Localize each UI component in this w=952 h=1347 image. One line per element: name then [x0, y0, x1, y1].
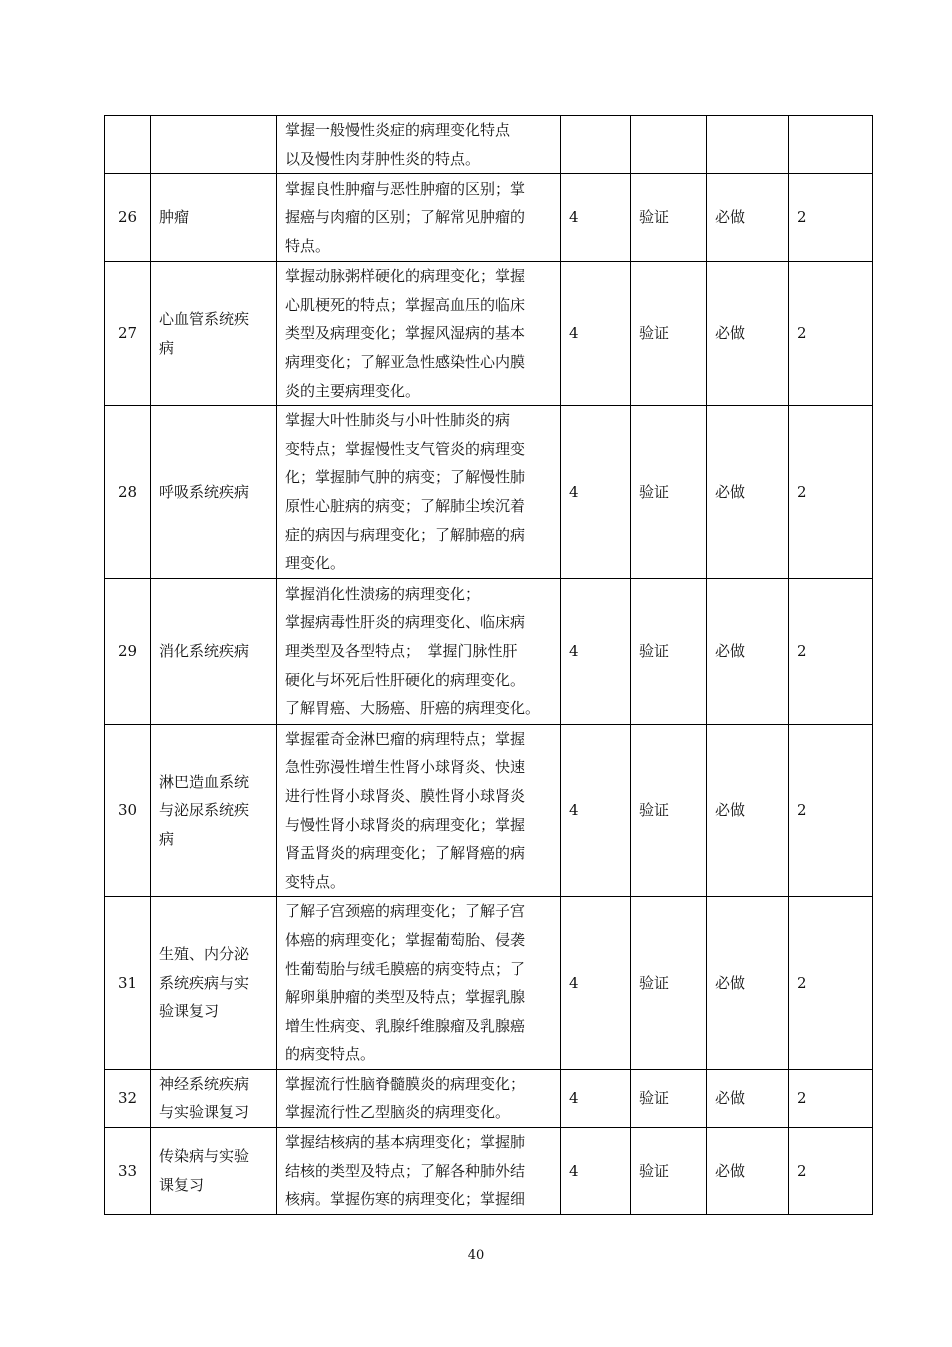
table-row [105, 724, 873, 897]
cell-required: 必做 [707, 1069, 789, 1127]
table-row [105, 1069, 873, 1127]
cell-description: 掌握大叶性肺炎与小叶性肺炎的病 变特点；掌握慢性支气管炎的病理变 化；掌握肺气肿的病变；了解慢性肺 原性心脏病的病变；了解肺尘埃沉着 症的病因与病理变化；了解肺癌的病 理变化。 [277, 406, 561, 579]
cell-topic: 淋巴造血系统 与泌尿系统疾 病 [151, 724, 277, 897]
cell-hours: 4 [561, 406, 631, 579]
table-body [105, 116, 873, 1215]
cell-number: 27 [105, 262, 151, 406]
table-row [105, 262, 873, 406]
table-row [105, 116, 873, 174]
cell-type: 验证 [631, 1128, 707, 1215]
table-row [105, 1128, 873, 1215]
cell-required: 必做 [707, 262, 789, 406]
cell-topic: 呼吸系统疾病 [151, 406, 277, 579]
cell-description: 掌握动脉粥样硬化的病理变化；掌握 心肌梗死的特点；掌握高血压的临床 类型及病理变化；掌握风湿病的基本 病理变化；了解亚急性感染性心内膜 炎的主要病理变化。 [277, 262, 561, 406]
cell-required: 必做 [707, 406, 789, 579]
cell-credit: 2 [789, 578, 873, 724]
cell-credit: 2 [789, 174, 873, 262]
cell-description: 掌握流行性脑脊髓膜炎的病理变化； 掌握流行性乙型脑炎的病理变化。 [277, 1069, 561, 1127]
cell-topic: 心血管系统疾 病 [151, 262, 277, 406]
cell-required: 必做 [707, 174, 789, 262]
cell-hours: 4 [561, 897, 631, 1070]
table-row [105, 174, 873, 262]
cell-topic: 生殖、内分泌 系统疾病与实 验课复习 [151, 897, 277, 1070]
cell-number: 28 [105, 406, 151, 579]
cell-description: 了解子宫颈癌的病理变化；了解子宫 体癌的病理变化；掌握葡萄胎、侵袭 性葡萄胎与绒毛膜癌的病变特点；了 解卵巢肿瘤的类型及特点；掌握乳腺 增生性病变、乳腺纤维腺瘤及乳腺癌 的病变特点。 [277, 897, 561, 1070]
course-table [104, 115, 873, 1215]
cell-type: 验证 [631, 724, 707, 897]
cell-type: 验证 [631, 897, 707, 1070]
cell-hours [561, 116, 631, 174]
cell-description: 掌握良性肿瘤与恶性肿瘤的区别；掌 握癌与肉瘤的区别；了解常见肿瘤的 特点。 [277, 174, 561, 262]
cell-description: 掌握结核病的基本病理变化；掌握肺 结核的类型及特点；了解各种肺外结 核病。掌握伤寒的病理变化；掌握细 [277, 1128, 561, 1215]
cell-credit: 2 [789, 262, 873, 406]
cell-hours: 4 [561, 1069, 631, 1127]
cell-number [105, 116, 151, 174]
cell-credit [789, 116, 873, 174]
cell-hours: 4 [561, 578, 631, 724]
cell-credit: 2 [789, 1128, 873, 1215]
cell-number: 31 [105, 897, 151, 1070]
cell-type: 验证 [631, 262, 707, 406]
cell-required: 必做 [707, 724, 789, 897]
cell-credit: 2 [789, 1069, 873, 1127]
cell-required [707, 116, 789, 174]
cell-topic: 神经系统疾病 与实验课复习 [151, 1069, 277, 1127]
cell-description: 掌握霍奇金淋巴瘤的病理特点；掌握 急性弥漫性增生性肾小球肾炎、快速 进行性肾小球肾炎、膜性肾小球肾炎 与慢性肾小球肾炎的病理变化；掌握 肾盂肾炎的病理变化；了解肾癌的病 变特点。 [277, 724, 561, 897]
table-row [105, 578, 873, 724]
cell-credit: 2 [789, 724, 873, 897]
cell-hours: 4 [561, 174, 631, 262]
cell-topic: 消化系统疾病 [151, 578, 277, 724]
cell-required: 必做 [707, 578, 789, 724]
cell-topic: 传染病与实验 课复习 [151, 1128, 277, 1215]
cell-number: 32 [105, 1069, 151, 1127]
cell-description: 掌握消化性溃疡的病理变化； 掌握病毒性肝炎的病理变化、临床病 理类型及各型特点； 掌握门脉性肝 硬化与坏死后性肝硬化的病理变化。 了解胃癌、大肠癌、肝癌的病理变化。 [277, 578, 561, 724]
cell-number: 30 [105, 724, 151, 897]
table-row [105, 897, 873, 1070]
table-row [105, 406, 873, 579]
cell-hours: 4 [561, 1128, 631, 1215]
cell-number: 26 [105, 174, 151, 262]
cell-hours: 4 [561, 724, 631, 897]
cell-description: 掌握一般慢性炎症的病理变化特点 以及慢性肉芽肿性炎的特点。 [277, 116, 561, 174]
cell-hours: 4 [561, 262, 631, 406]
cell-required: 必做 [707, 1128, 789, 1215]
cell-number: 33 [105, 1128, 151, 1215]
cell-type: 验证 [631, 406, 707, 579]
cell-type: 验证 [631, 1069, 707, 1127]
cell-credit: 2 [789, 897, 873, 1070]
page-number: 40 [467, 1248, 485, 1263]
cell-credit: 2 [789, 406, 873, 579]
cell-type: 验证 [631, 578, 707, 724]
cell-topic: 肿瘤 [151, 174, 277, 262]
cell-type: 验证 [631, 174, 707, 262]
cell-topic [151, 116, 277, 174]
cell-number: 29 [105, 578, 151, 724]
cell-required: 必做 [707, 897, 789, 1070]
cell-type [631, 116, 707, 174]
